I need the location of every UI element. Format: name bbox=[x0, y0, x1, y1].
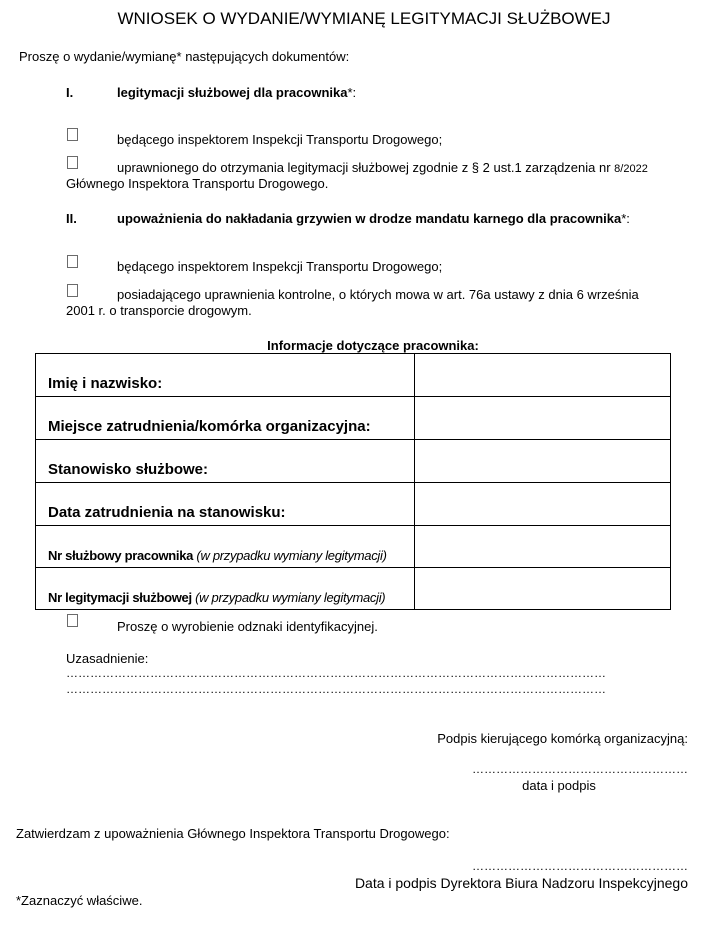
justification-line-1[interactable]: ……………………………………………………………………………………………………………………… bbox=[66, 666, 606, 680]
section-2-heading bbox=[117, 211, 630, 226]
name-label: Imię i nazwisko: bbox=[36, 354, 415, 397]
table-row bbox=[36, 440, 671, 483]
section-2-option-2-checkbox[interactable] bbox=[67, 284, 78, 297]
section-2-heading-text: upoważnienia do nakładania grzywien w drodze mandatu karnego dla pracownika bbox=[117, 211, 622, 226]
approval-text: Zatwierdzam z upoważnienia Głównego Inspektora Transportu Drogowego: bbox=[16, 826, 450, 841]
manager-signature-line[interactable]: ……………………………………………… bbox=[472, 762, 688, 776]
id-card-number-field[interactable] bbox=[415, 568, 671, 610]
badge-request-checkbox[interactable] bbox=[67, 614, 78, 627]
table-row bbox=[36, 483, 671, 526]
section-1-heading-text: legitymacji służbowej dla pracownika bbox=[117, 85, 348, 100]
director-signature-caption: Data i podpis Dyrektora Biura Nadzoru Inspekcyjnego bbox=[354, 875, 688, 891]
table-row bbox=[36, 397, 671, 440]
badge-request-label: Proszę o wyrobienie odznaki identyfikacyjnej. bbox=[117, 619, 378, 634]
justification-label: Uzasadnienie: bbox=[66, 651, 149, 666]
section-1-option-2-line-2: Głównego Inspektora Transportu Drogowego. bbox=[66, 176, 329, 191]
footnote: *Zaznaczyć właściwe. bbox=[16, 893, 143, 908]
section-1-heading-mark: *: bbox=[347, 85, 357, 100]
id-card-number-label-text: Nr legitymacji służbowej bbox=[48, 590, 192, 605]
section-1-option-1-label: będącego inspektorem Inspekcji Transportu Drogowego; bbox=[117, 132, 443, 147]
director-signature-line[interactable]: ……………………………………………… bbox=[472, 859, 688, 873]
section-1-heading bbox=[117, 85, 356, 100]
section-1-option-2-checkbox[interactable] bbox=[67, 156, 78, 169]
position-field[interactable] bbox=[415, 440, 671, 483]
section-1-option-2-text: uprawnionego do otrzymania legitymacji służbowej zgodnie z § 2 ust.1 zarządzenia nr bbox=[117, 160, 615, 175]
employment-date-label: Data zatrudnienia na stanowisku: bbox=[36, 483, 415, 526]
section-1-number: I. bbox=[66, 85, 74, 100]
section-2-option-1-label: będącego inspektorem Inspekcji Transportu Drogowego; bbox=[117, 259, 443, 274]
section-2-number: II. bbox=[66, 211, 77, 226]
name-field[interactable] bbox=[415, 354, 671, 397]
section-2-heading-mark: *: bbox=[621, 211, 630, 226]
table-row bbox=[36, 568, 671, 610]
id-card-number-note: (w przypadku wymiany legitymacji) bbox=[191, 590, 386, 605]
id-card-number-label bbox=[36, 568, 415, 610]
employee-number-note: (w przypadku wymiany legitymacji) bbox=[193, 548, 387, 563]
position-label: Stanowisko służbowe: bbox=[36, 440, 415, 483]
justification-line-2[interactable]: ……………………………………………………………………………………………………………………… bbox=[66, 682, 606, 696]
section-2-option-2-line-1: posiadającego uprawnienia kontrolne, o których mowa w art. 76a ustawy z dnia 6 września bbox=[117, 287, 639, 302]
section-2-option-2-line-2: 2001 r. o transporcie drogowym. bbox=[66, 303, 252, 318]
employee-number-field[interactable] bbox=[415, 526, 671, 568]
section-1-option-1-checkbox[interactable] bbox=[67, 128, 78, 141]
regulation-number: 8/2022 bbox=[614, 163, 648, 175]
workplace-field[interactable] bbox=[415, 397, 671, 440]
manager-signature-caption: data i podpis bbox=[522, 778, 596, 793]
table-row bbox=[36, 354, 671, 397]
table-row bbox=[36, 526, 671, 568]
employee-number-label-text: Nr służbowy pracownika bbox=[48, 548, 194, 563]
employment-date-field[interactable] bbox=[415, 483, 671, 526]
section-1-option-2-line-1 bbox=[117, 160, 648, 175]
workplace-label: Miejsce zatrudnienia/komórka organizacyjna: bbox=[36, 397, 415, 440]
employee-info-table bbox=[35, 353, 671, 610]
employee-number-label bbox=[36, 526, 415, 568]
intro-text: Proszę o wydanie/wymianę* następujących dokumentów: bbox=[19, 49, 350, 64]
section-2-option-1-checkbox[interactable] bbox=[67, 255, 78, 268]
manager-signature-label: Podpis kierującego komórką organizacyjną: bbox=[437, 731, 688, 746]
page-title: WNIOSEK O WYDANIE/WYMIANĘ LEGITYMACJI SŁUŻBOWEJ bbox=[117, 9, 611, 28]
employee-info-heading: Informacje dotyczące pracownika: bbox=[267, 338, 479, 353]
